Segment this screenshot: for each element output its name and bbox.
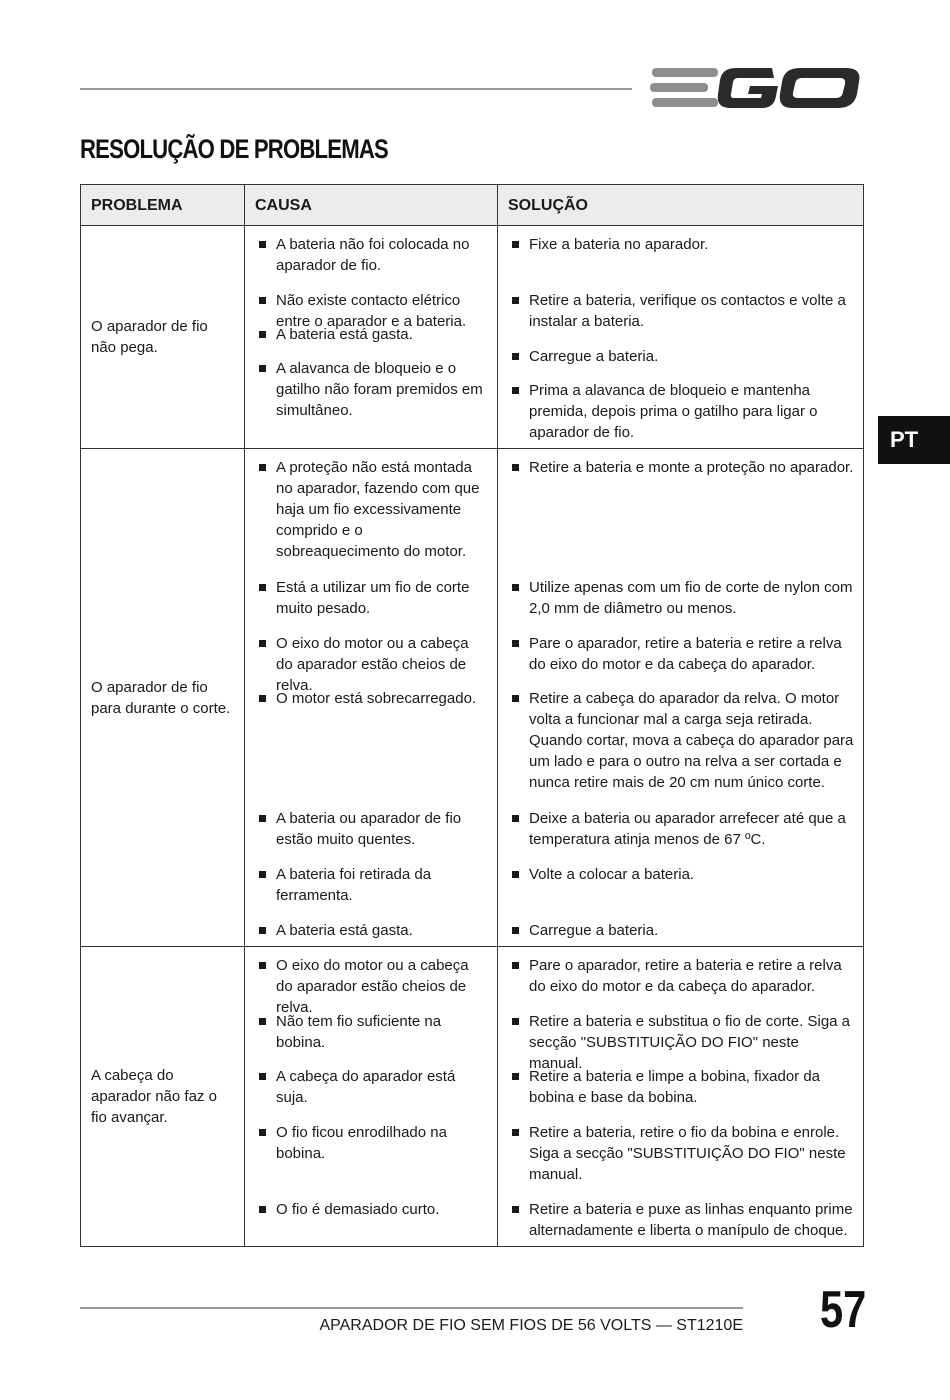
- troubleshooting-table: [80, 184, 864, 1247]
- bullet-icon: [259, 927, 266, 934]
- bullet-icon: [512, 1129, 519, 1136]
- bullet-icon: [512, 353, 519, 360]
- header-rule: [80, 88, 632, 90]
- bullet-icon: [259, 365, 266, 372]
- problem-cell: O aparador de fio para durante o corte.: [81, 449, 245, 947]
- bullet-icon: [512, 815, 519, 822]
- list-item: Pare o aparador, retire a bateria e retire a relva do eixo do motor e da cabeça do aparador.: [498, 633, 863, 688]
- bullet-icon: [259, 464, 266, 471]
- bullet-icon: [259, 1073, 266, 1080]
- language-tab: PT: [878, 416, 950, 464]
- bullet-icon: [259, 297, 266, 304]
- bullet-icon: [259, 815, 266, 822]
- bullet-icon: [259, 640, 266, 647]
- list-item: Fixe a bateria no aparador.: [498, 234, 863, 290]
- list-item: Está a utilizar um fio de corte muito pesado.: [245, 577, 497, 633]
- list-item: Utilize apenas com um fio de corte de nylon com 2,0 mm de diâmetro ou menos.: [498, 577, 863, 633]
- bullet-icon: [259, 584, 266, 591]
- list-item: Carregue a bateria.: [498, 920, 863, 941]
- bullet-icon: [512, 297, 519, 304]
- bullet-icon: [512, 1206, 519, 1213]
- solution-cell: [498, 226, 864, 449]
- bullet-icon: [512, 1073, 519, 1080]
- footer-text: APARADOR DE FIO SEM FIOS DE 56 VOLTS — ST1210E: [319, 1317, 743, 1334]
- list-item: Não tem fio suficiente na bobina.: [245, 1011, 497, 1066]
- list-item: Retire a bateria e substitua o fio de corte. Siga a secção "SUBSTITUIÇÃO DO FIO" neste manual.: [498, 1011, 863, 1066]
- list-item: O motor está sobrecarregado.: [245, 688, 497, 808]
- list-item: O fio ficou enrodilhado na bobina.: [245, 1122, 497, 1199]
- bullet-icon: [512, 1018, 519, 1025]
- list-item: Retire a cabeça do aparador da relva. O motor volta a funcionar mal a carga seja retirada. Quando cortar, mova a cabeça do aparador para um lado e para o outro na relva a ser cortada e nunca retire mais de 20 cm num único corte.: [498, 688, 863, 808]
- bullet-icon: [259, 962, 266, 969]
- bullet-icon: [512, 584, 519, 591]
- footer-rule: [80, 1307, 743, 1309]
- list-item: Retire a bateria e limpe a bobina, fixador da bobina e base da bobina.: [498, 1066, 863, 1122]
- table-header-row: [81, 185, 864, 226]
- problem-cell: A cabeça do aparador não faz o fio avançar.: [81, 947, 245, 1247]
- cause-cell: [245, 226, 498, 449]
- list-item: Deixe a bateria ou aparador arrefecer até que a temperatura atinja menos de 67 ºC.: [498, 808, 863, 864]
- list-item: Carregue a bateria.: [498, 346, 863, 380]
- table-row: [81, 449, 864, 947]
- page-title: RESOLUÇÃO DE PROBLEMAS: [80, 134, 388, 164]
- solution-cell: [498, 449, 864, 947]
- problem-cell: O aparador de fio não pega.: [81, 226, 245, 449]
- list-item: Pare o aparador, retire a bateria e retire a relva do eixo do motor e da cabeça do aparador.: [498, 955, 863, 1011]
- list-item: O fio é demasiado curto.: [245, 1199, 497, 1220]
- list-item: O eixo do motor ou a cabeça do aparador estão cheios de relva.: [245, 633, 497, 688]
- list-item: A proteção não está montada no aparador, fazendo com que haja um fio excessivamente comprido e o sobreaquecimento do motor.: [245, 457, 497, 577]
- list-item: Não existe contacto elétrico entre o aparador e a bateria.: [245, 290, 497, 324]
- bullet-icon: [259, 331, 266, 338]
- bullet-icon: [259, 871, 266, 878]
- bullet-icon: [259, 1206, 266, 1213]
- table-row: [81, 226, 864, 449]
- bullet-icon: [512, 241, 519, 248]
- column-header-problem: PROBLEMA: [81, 185, 245, 226]
- bullet-icon: [259, 695, 266, 702]
- list-item: A bateria foi retirada da ferramenta.: [245, 864, 497, 920]
- ego-logo: [650, 62, 862, 114]
- list-item: A alavanca de bloqueio e o gatilho não foram premidos em simultâneo.: [245, 358, 497, 421]
- list-item: A bateria está gasta.: [245, 324, 497, 358]
- column-header-solution: SOLUÇÃO: [498, 185, 864, 226]
- ego-logo-graphic: [650, 62, 862, 114]
- list-item: Retire a bateria, verifique os contactos e volte a instalar a bateria.: [498, 290, 863, 346]
- cause-cell: [245, 449, 498, 947]
- bullet-icon: [512, 640, 519, 647]
- list-item: A bateria não foi colocada no aparador de fio.: [245, 234, 497, 290]
- bullet-icon: [512, 387, 519, 394]
- bullet-icon: [259, 1018, 266, 1025]
- table-row: [81, 947, 864, 1247]
- list-item: A cabeça do aparador está suja.: [245, 1066, 497, 1122]
- list-item: Prima a alavanca de bloqueio e mantenha premida, depois prima o gatilho para ligar o aparador de fio.: [498, 380, 863, 443]
- list-item: A bateria ou aparador de fio estão muito quentes.: [245, 808, 497, 864]
- list-item: Retire a bateria e puxe as linhas enquanto prime alternadamente e liberta o manípulo de choque.: [498, 1199, 863, 1241]
- list-item: Volte a colocar a bateria.: [498, 864, 863, 920]
- bullet-icon: [512, 695, 519, 702]
- cause-cell: [245, 947, 498, 1247]
- bullet-icon: [512, 927, 519, 934]
- list-item: A bateria está gasta.: [245, 920, 497, 941]
- bullet-icon: [259, 241, 266, 248]
- list-item: O eixo do motor ou a cabeça do aparador estão cheios de relva.: [245, 955, 497, 1011]
- column-header-cause: CAUSA: [245, 185, 498, 226]
- list-item: Retire a bateria e monte a proteção no aparador.: [498, 457, 863, 577]
- list-item: Retire a bateria, retire o fio da bobina e enrole. Siga a secção "SUBSTITUIÇÃO DO FIO" neste manual.: [498, 1122, 863, 1199]
- bullet-icon: [259, 1129, 266, 1136]
- bullet-icon: [512, 962, 519, 969]
- bullet-icon: [512, 871, 519, 878]
- page-number: 57: [820, 1281, 867, 1339]
- solution-cell: [498, 947, 864, 1247]
- bullet-icon: [512, 464, 519, 471]
